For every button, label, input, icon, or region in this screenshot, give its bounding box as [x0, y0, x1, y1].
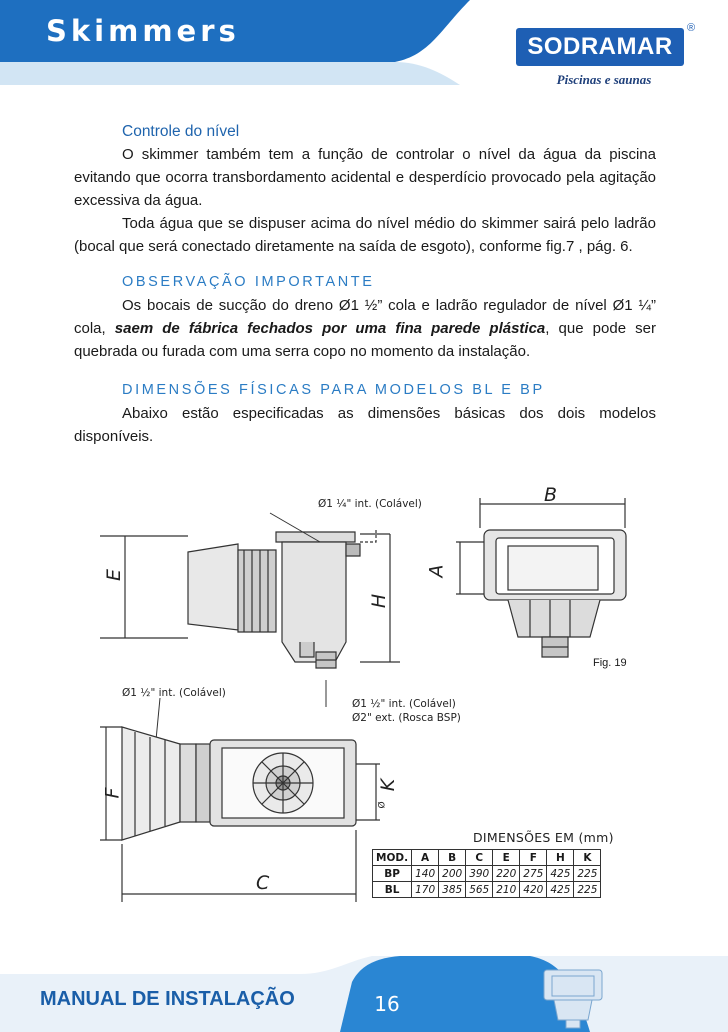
footer-band [0, 952, 728, 1032]
brand-logo [516, 22, 696, 88]
observacao-text-end: , que pode ser quebrada ou furada com uma serra copo no momento da instalação. [74, 320, 656, 360]
observacao-emphasis: saem de fábrica fechados por uma fina parede plástica [114, 320, 546, 337]
paragraph-observacao [74, 294, 656, 363]
table-header: MOD. [373, 850, 412, 866]
table-cell: 425 [547, 866, 574, 882]
table-header: F [520, 850, 547, 866]
observacao-text-start: Os bocais de sucção do dreno Ø1 ½” cola e ladrão regulador de nível Ø1 ¼” cola, [74, 297, 656, 337]
table-cell: 210 [493, 882, 520, 898]
table-header: A [412, 850, 439, 866]
callout-bottom-inlet-1: Ø1 ½" int. (Colável) [352, 698, 456, 710]
table-header: C [466, 850, 493, 866]
header-band [0, 0, 728, 100]
table-caption: DIMENSÕES EM (mm) [473, 830, 614, 845]
dimension-c: C [256, 872, 270, 894]
subtitle-controle-nivel: Controle do nível [122, 123, 240, 140]
table-cell: 200 [439, 866, 466, 882]
table-cell-model: BL [373, 882, 412, 898]
table-header: B [439, 850, 466, 866]
brand-tagline: Piscinas e saunas [556, 72, 652, 87]
skimmer-front-view [456, 498, 626, 657]
figure-label: Fig. 19 [593, 657, 627, 669]
callout-top-outlet: Ø1 ¼" int. (Colável) [318, 498, 422, 510]
skimmer-side-view [100, 530, 400, 668]
table-cell: 385 [439, 882, 466, 898]
table-cell: 565 [466, 882, 493, 898]
dimension-e: E [103, 568, 126, 582]
dimension-f: F [101, 787, 124, 799]
page-content [74, 120, 656, 448]
dimensions-table [372, 849, 601, 898]
table-cell: 420 [520, 882, 547, 898]
table-header: H [547, 850, 574, 866]
table-cell: 275 [520, 866, 547, 882]
dimension-k-diameter: Ø [377, 801, 388, 809]
heading-observacao: OBSERVAÇÃO IMPORTANTE [122, 274, 375, 290]
dimension-h: H [368, 593, 391, 609]
brand-name: SODRAMAR [516, 28, 684, 66]
callout-bottom-inlet-2: Ø2" ext. (Rosca BSP) [352, 712, 461, 724]
table-cell-model: BP [373, 866, 412, 882]
dimension-b: B [544, 484, 558, 506]
dimension-a: A [425, 564, 448, 578]
header-title: Skimmers [46, 14, 240, 48]
table-row [373, 882, 601, 898]
paragraph-controle-2: Toda água que se dispuser acima do nível médio do skimmer sairá pelo ladrão (bocal que será conectado diretamente na saída de esgoto), conforme fig.7 , pág. 6. [74, 215, 656, 255]
registered-mark: ® [687, 22, 696, 34]
table-cell: 225 [574, 882, 601, 898]
table-cell: 220 [493, 866, 520, 882]
heading-dimensoes: DIMENSÕES FÍSICAS PARA MODELOS BL E BP [122, 382, 545, 398]
page-number: 16 [374, 992, 400, 1016]
table-header: K [574, 850, 601, 866]
paragraph-dimensoes: Abaixo estão especificadas as dimensões básicas dos dois modelos disponíveis. [74, 405, 656, 445]
callout-left-inlet: Ø1 ½" int. (Colável) [122, 687, 226, 699]
table-header-row [373, 850, 601, 866]
table-cell: 425 [547, 882, 574, 898]
table-row [373, 866, 601, 882]
paragraph-controle-1: O skimmer também tem a função de controlar o nível da água da piscina evitando que ocorra transbordamento acidental e desperdício provocado pela agitação excessiva da água. [74, 146, 656, 209]
footer-title: MANUAL DE INSTALAÇÃO [40, 988, 295, 1010]
table-cell: 170 [412, 882, 439, 898]
skimmer-top-view [100, 727, 380, 902]
table-cell: 225 [574, 866, 601, 882]
figure-skimmer-drawings [60, 482, 680, 922]
table-header: E [493, 850, 520, 866]
table-cell: 390 [466, 866, 493, 882]
dimension-k: K [377, 778, 400, 792]
table-cell: 140 [412, 866, 439, 882]
